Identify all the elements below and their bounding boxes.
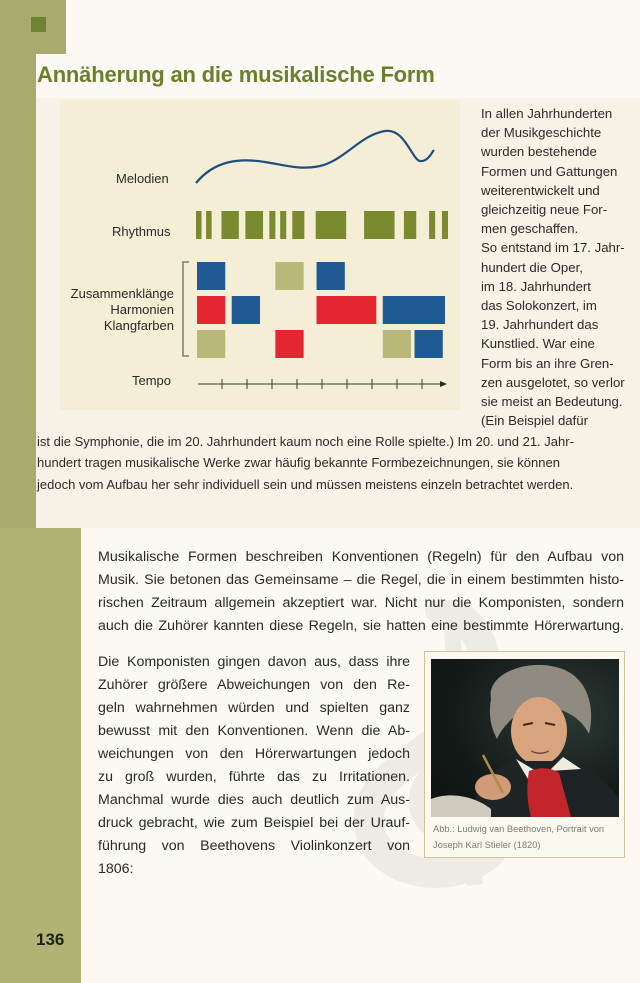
- melody-curve: [196, 131, 434, 183]
- side-text-line: im 18. Jahrhundert: [481, 278, 591, 294]
- label-harmony-3: Klangfarben: [103, 318, 174, 333]
- paragraph-line: Die Komponisten gingen davon aus, dass ihre: [98, 654, 410, 670]
- side-text-line: men geschaffen.: [481, 221, 579, 237]
- beethoven-portrait-image: [431, 659, 619, 817]
- paragraph-line: bewusst mit den Konventionen. Wenn die Ab-: [98, 723, 410, 739]
- page-number: 136: [36, 930, 65, 949]
- side-text-line: der Musikgeschichte: [481, 125, 602, 141]
- rhythm-bar: [429, 211, 435, 239]
- harmony-block-blue: [383, 296, 445, 324]
- harmony-bracket: [183, 262, 189, 356]
- intro-continuation-text: [37, 431, 627, 495]
- harmony-block-blue: [232, 296, 260, 324]
- side-text-line: So entstand im 17. Jahr-: [481, 240, 625, 256]
- caption-line: Joseph Karl Stieler (1820): [433, 839, 541, 850]
- rhythm-bar: [280, 211, 286, 239]
- body-paragraph-2: [98, 651, 410, 881]
- rhythm-bar: [316, 211, 346, 239]
- side-text-line: (Ein Beispiel dafür: [481, 413, 589, 429]
- side-text-line: hundert die Oper,: [481, 259, 583, 275]
- paragraph-line: druck gebracht, wie zum Beispiel bei der Urauf-: [98, 815, 410, 831]
- side-text-column: [481, 104, 640, 430]
- wide-text-line: jedoch vom Aufbau her sehr individuell sein und müssen meistens einzeln betrachtet werden.: [37, 476, 574, 492]
- tempo-arrow-head: [440, 381, 447, 387]
- paragraph-line: zu groß wurden, führte das zu Irritationen.: [98, 769, 410, 785]
- label-harmony-2: Harmonien: [110, 302, 174, 317]
- caption-line: Abb.: Ludwig van Beethoven, Portrait von: [433, 824, 605, 834]
- harmony-block-red: [275, 330, 303, 358]
- harmony-block-khaki: [197, 330, 225, 358]
- side-text-line: zen ausgelotet, so verlor: [481, 374, 625, 390]
- harmony-block-khaki: [275, 262, 303, 290]
- harmony-block-red: [317, 296, 377, 324]
- rhythm-bar: [206, 211, 212, 239]
- side-text-line: weiterentwickelt und: [481, 182, 600, 198]
- side-text-line: gleichzeitig neue For-: [481, 202, 608, 218]
- rhythm-bar: [442, 211, 448, 239]
- figure-caption: [433, 822, 623, 853]
- paragraph-line: weichungen von den Hörerwartungen jedoch: [98, 746, 410, 762]
- page-title: Annäherung an die musikalische Form: [37, 62, 435, 87]
- harmony-block-blue: [197, 262, 225, 290]
- rhythm-bars: [196, 211, 448, 239]
- rhythm-bar: [404, 211, 416, 239]
- rhythm-bar: [292, 211, 304, 239]
- paragraph-line: rischen Zeitraum allgemein akzeptiert war. Nicht nur die Komponisten, sondern: [98, 595, 624, 611]
- side-text-line: Formen und Gattungen: [481, 163, 618, 179]
- rhythm-bar: [196, 211, 202, 239]
- harmony-block-blue: [414, 330, 442, 358]
- harmony-block-red: [197, 296, 225, 324]
- paragraph-line: geln wahrnehmen würden und spielten ganz: [98, 700, 410, 716]
- paragraph-line: auch die Zuhörer kannten diese Regeln, sie hatten eine bestimmte Hörerwartung.: [98, 618, 624, 634]
- label-harmony-1: Zusammenklänge: [70, 286, 174, 301]
- side-text-line: Kunstlied. War eine: [481, 336, 595, 352]
- rhythm-bar: [221, 211, 238, 239]
- rhythm-bar: [269, 211, 275, 239]
- paragraph-line: Musik. Sie betonen das Gemeinsame – die Regel, die in einem bestimmten histo-: [98, 572, 624, 588]
- side-text-line: wurden bestehende: [481, 144, 597, 160]
- side-text-line: 19. Jahrhundert das: [481, 317, 599, 333]
- sidebar-band-bottom: [0, 528, 81, 983]
- label-rhythm: Rhythmus: [112, 224, 171, 239]
- harmony-block-khaki: [383, 330, 411, 358]
- beethoven-figure: [424, 651, 625, 858]
- side-text-line: das Solokonzert, im: [481, 298, 597, 314]
- harmony-block-blue: [317, 262, 345, 290]
- label-melodies: Melodien: [116, 171, 169, 186]
- paragraph-line: 1806:: [98, 861, 134, 877]
- paragraph-line: Zuhörer größere Abweichungen von den Re-: [98, 677, 410, 693]
- side-text-line: In allen Jahrhunderten: [481, 106, 613, 121]
- side-text-line: Form bis an ihre Gren-: [481, 355, 614, 371]
- portrait-illustration: [431, 659, 619, 817]
- paragraph-line: Musikalische Formen beschreiben Konventionen (Regeln) für den Aufbau von: [98, 549, 624, 565]
- wide-text-line: hundert tragen musikalische Werke zwar häufig bekannte Formbezeichnungen, sie können: [37, 455, 560, 471]
- tempo-axis: [198, 379, 447, 389]
- paragraph-line: führung von Beethovens Violinkonzert von: [98, 838, 410, 854]
- rhythm-bar: [364, 211, 394, 239]
- wide-text-line: ist die Symphonie, die im 20. Jahrhundert kaum noch eine Rolle spielte.) Im 20. und 21. Jahr-: [37, 434, 574, 449]
- harmony-blocks: [197, 262, 445, 358]
- label-tempo: Tempo: [132, 373, 172, 388]
- body-paragraph-1: [98, 546, 624, 638]
- paragraph-line: Manchmal wurde dies auch deutlich zum Aus-: [98, 792, 410, 808]
- side-text-line: sie meist an Bedeutung.: [481, 394, 623, 410]
- rhythm-bar: [245, 211, 263, 239]
